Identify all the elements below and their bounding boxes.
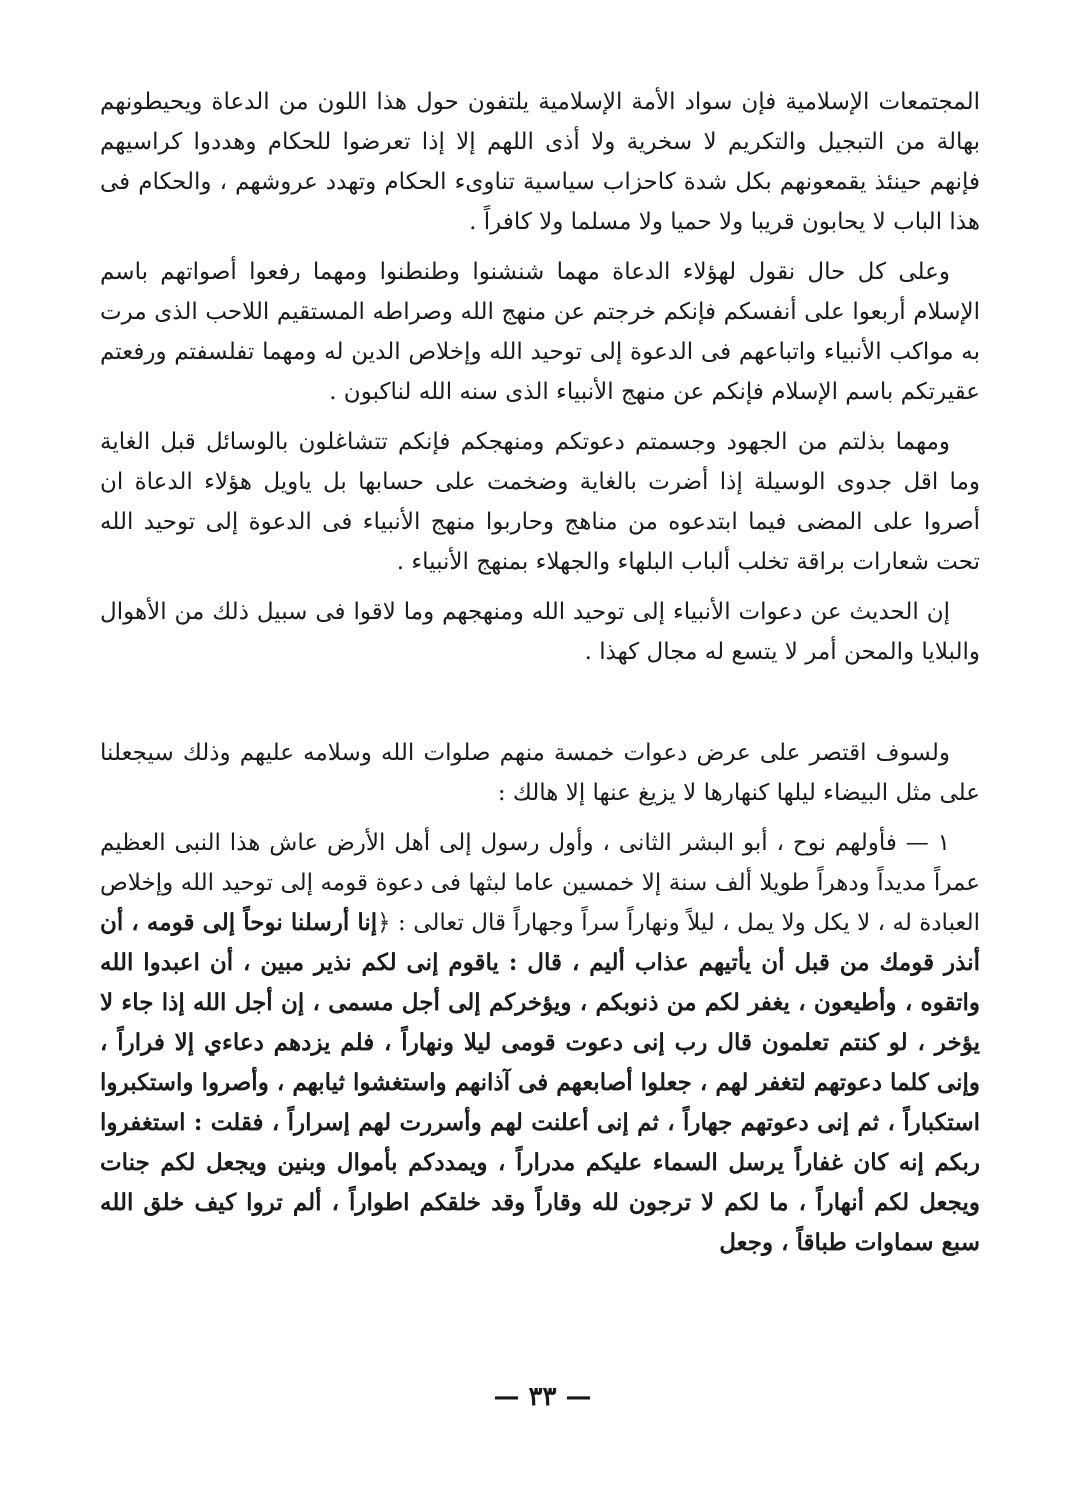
paragraph-6 [100,823,980,1263]
paragraph-3: ومهما بذلتم من الجهود وجسمتم دعوتكم ومنهجكم فإنكم تتشاغلون بالوسائل قبل الغاية وما اقل جدوى الوسيلة إذا أضرت بالغاية وضخمت على حسابها بل ياويل هؤلاء الدعاة ان أصروا على المضى فيما ابتدعوه من مناهج وحاربوا منهج الأنبياء فى الدعوة إلى توحيد الله تحت شعارات براقة تخلب ألباب البلهاء والجهلاء بمنهج الأنبياء . [100,429,980,575]
paragraph-6-intro: ١ — فأولهم نوح ، أبو البشر الثانى ، وأول رسول إلى أهل الأرض عاش هذا النبى العظيم عمراً مديداً ودهراً طويلا ألف سنة إلا خمسين عاما لبثها فى دعوة قومه إلى توحيد الله وإخلاص العبادة له ، لا يكل ولا يمل ، ليلاً ونهاراً سراً وجهاراً قال تعالى : ﴿ [100,830,981,936]
paragraph-5: ولسوف اقتصر على عرض دعوات خمسة منهم صلوات الله وسلامه عليهم وذلك سيجعلنا على مثل البيضاء ليلها كنهارها لا يزيغ عنها إلا هالك : [100,740,980,806]
body-text-top [100,82,980,682]
paragraph-2: وعلى كل حال نقول لهؤلاء الدعاة مهما شنشنوا وطنطنوا ومهما رفعوا أصواتهم باسم الإسلام أربعوا على أنفسكم فإنكم خرجتم عن منهج الله وصراطه المستقيم اللاحب الذى مرت به مواكب الأنبياء واتباعهم فى الدعوة إلى توحيد الله وإخلاص الدين له ومهما تفلسفتم ورفعتم عقيرتكم باسم الإسلام فإنكم عن منهج الأنبياء الذى سنه الله لناكبون . [100,259,980,405]
body-text-bottom [100,733,980,1273]
page-number: — ٣٣ — [493,1382,592,1412]
paragraph-1: المجتمعات الإسلامية فإن سواد الأمة الإسلامية يلتفون حول هذا اللون من الدعاة ويحيطونهم بهالة من التبجيل والتكريم لا سخرية ولا أذى اللهم إلا إذا تعرضوا للحكام وهددوا كراسيهم فإنهم حينئذ يقمعونهم بكل شدة كاحزاب سياسية تناوىء الحكام وتهدد عروشهم ، والحكام فى هذا الباب لا يحابون قريبا ولا حميا ولا مسلما ولا كافراً . [100,89,980,235]
quran-quote: إنا أرسلنا نوحاً إلى قومه ، أن أنذر قومك من قبل أن يأتيهم عذاب أليم ، قال : ياقوم إنى لكم نذير مبين ، أن اعبدوا الله واتقوه ، وأطيعون ، يغفر لكم من ذنوبكم ، ويؤخركم إلى أجل مسمى ، إن أجل الله إذا جاء لا يؤخر ، لو كنتم تعلمون قال رب إنى دعوت قومى ليلا ونهاراً ، فلم يزدهم دعاءي إلا فراراً ، وإنى كلما دعوتهم لتغفر لهم ، جعلوا أصابعهم فى آذانهم واستغشوا ثيابهم ، وأصروا واستكبروا استكباراً ، ثم إنى دعوتهم جهاراً ، ثم إنى أعلنت لهم وأسررت لهم إسراراً ، فقلت : استغفروا ربكم إنه كان غفاراً يرسل السماء عليكم مدراراً ، ويمددكم بأموال وبنين ويجعل لكم جنات ويجعل لكم أنهاراً ، ما لكم لا ترجون لله وقاراً وقد خلقكم اطواراً ، ألم تروا كيف خلق الله سبع سماوات طباقاً ، وجعل [100,909,980,1256]
paragraph-4: إن الحديث عن دعوات الأنبياء إلى توحيد الله ومنهجهم وما لاقوا فى سبيل ذلك من الأهوال والبلايا والمحن أمر لا يتسع له مجال كهذا . [100,599,980,665]
